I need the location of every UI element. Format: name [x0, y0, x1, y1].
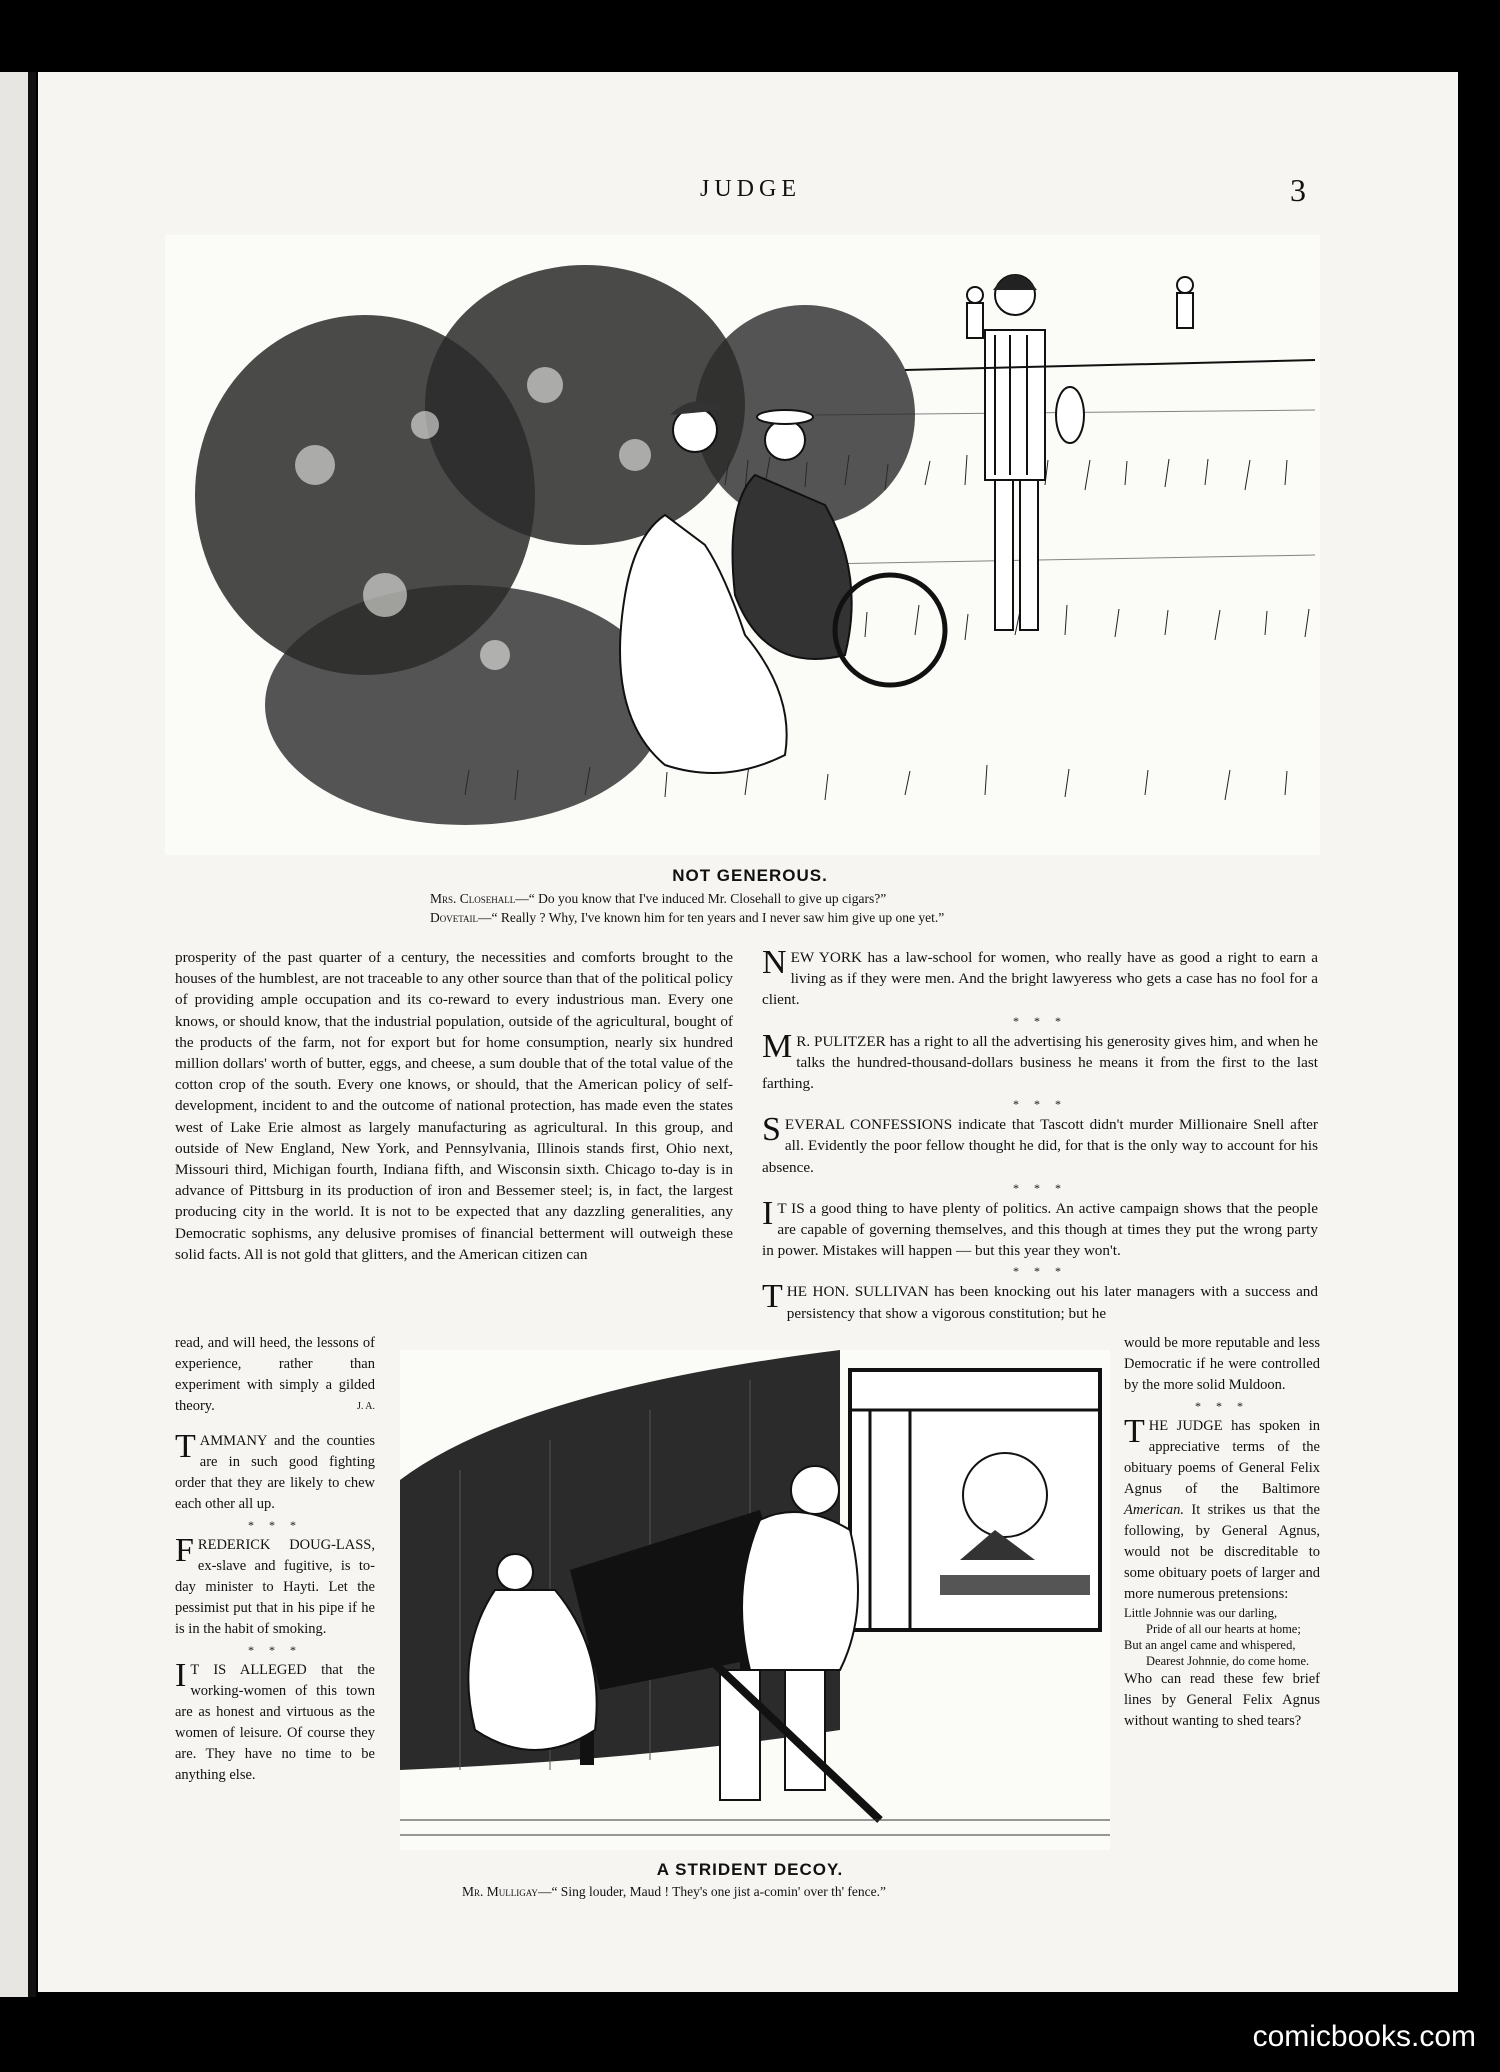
alleged-dropcap: I [175, 1657, 187, 1694]
poem-line: Pride of all our hearts at home; [1146, 1622, 1301, 1636]
caption-bottom-title: A STRIDENT DECOY. [656, 1860, 844, 1879]
caption-top-speaker-1: Mrs. Closehall [430, 891, 516, 906]
sullivan-text: HE HON. SULLIVAN has been knocking out his later managers with a success and persistency that show a vigorous constitution; but he [786, 1283, 1318, 1322]
illustration-top [165, 235, 1320, 855]
separator: * * * [1013, 1264, 1067, 1279]
continuation-text: read, and will heed, the lessons of experience, rather than experiment with simply a gilded theory. [175, 1335, 375, 1414]
tammany-dropcap: T [175, 1428, 196, 1465]
caption-bottom-speaker: Mr. Mulligay [462, 1884, 538, 1899]
douglass-text: REDERICK DOUG-LASS, ex-slave and fugitive, is to-day minister to Hayti. Let the pessimist put that in his pipe if he is in the habit of smoking. [175, 1537, 375, 1637]
separator: * * * [1013, 1180, 1067, 1195]
editorial-paragraph: prosperity of the past quarter of a century, the necessities and comforts brought to the houses of the humblest, are not traceable to any other source than that of the political policy of providing ample occupation and its co-reward to every industrious man. Every one knows, or should know, that the industrial population, outside of the agricultural, bought of the products of the farm, not for export but for home consumption, nearly six hundred million dollars' worth of butter, eggs, and cheese, a sum double that of the total value of the cotton crop of the south. Every one knows, or should, that the American policy of self-development, incident to and the outcome of national protection, has made even the states west of Lake Erie almost as largely manufacturing as agricultural. In this group, and outside of New England, New York, and Pennsylvania, Illinois stands first, Ohio next, Missouri third, Michigan fourth, Indiana fifth, and Wisconsin sixth. Chicago to-day is in advance of Pittsburg in its production of iron and Bessemer steel; is, in fact, the largest producing city in the world. It is not to be expected that any dazzling generalities, any Democratic sophisms, any delusive promises of financial betterment will outweigh these solid facts. All is not gold that glitters, and the American citizen can [175, 949, 733, 1263]
douglass-item [175, 1532, 375, 1640]
pulitzer-text: R. PULITZER has a right to all the advertising his generosity gives him, and when he talks the hundred-thousand-dollars business he means it from the first to the last farthing. [762, 1032, 1318, 1093]
poem-line: Little Johnnie was our darling, [1124, 1606, 1278, 1620]
right-column-main [762, 944, 1318, 1324]
politics-text: T IS a good thing to have plenty of politics. An active campaign shows that the people are capable of governing themselves, and this though at times they put the wrong party in power. Mistakes will happen — but this year they won't. [762, 1199, 1318, 1260]
pulitzer-dropcap: M [762, 1027, 793, 1065]
editorial-continuation [175, 1333, 375, 1417]
confessions-text: EVERAL CONFESSIONS indicate that Tascott didn't murder Millionaire Snell after all. Evidently the poor fellow thought he did, for that is the only way to account for his absence. [762, 1116, 1318, 1176]
page-number: 3 [1290, 172, 1306, 208]
judge-italic: American. [1124, 1502, 1184, 1518]
left-column-main [175, 947, 733, 1265]
newyork-text: EW YORK has a law-school for women, who really have as good a right to earn a living as if they were men. And the bright lawyeress who gets a case has no fool for a client. [762, 949, 1318, 1009]
poem [1124, 1605, 1320, 1669]
illustration-bottom [400, 1350, 1110, 1850]
caption-bottom-text: —“ Sing louder, Maud ! They's one jist a-comin' over th' fence.” [537, 1884, 886, 1899]
politics-dropcap: I [762, 1194, 774, 1232]
binding-shadow [28, 72, 36, 1997]
binding-edge [0, 72, 28, 1997]
caption-top-text-2: —“ Really ? Why, I've known him for ten years and I never saw him give up one yet.” [478, 910, 945, 925]
separator: * * * [1013, 1013, 1067, 1028]
judge-item [1124, 1413, 1320, 1605]
caption-top-line-1 [430, 891, 886, 907]
separator: * * * [248, 1518, 302, 1532]
separator: * * * [248, 1643, 302, 1657]
alleged-text: T IS ALLEGED that the working-women of this town are as honest and virtuous as the women of leisure. Of course they are. They have no time to be anything else. [175, 1662, 375, 1783]
judge-text-b: It strikes us that the following, by General Agnus, would not be discreditable to some obituary poets of larger and more numerous pretensions: [1124, 1502, 1320, 1602]
closing-text: Who can read these few brief lines by General Felix Agnus without wanting to shed tears? [1124, 1671, 1320, 1729]
confessions-item [762, 1111, 1318, 1178]
caption-top-line-2 [430, 910, 944, 926]
poem-line: Dearest Johnnie, do come home. [1146, 1654, 1310, 1668]
alleged-item [175, 1657, 375, 1786]
caption-top-title: NOT GENEROUS. [672, 866, 828, 885]
newyork-dropcap: N [762, 944, 787, 981]
caption-top-text-1: —“ Do you know that I've induced Mr. Closehall to give up cigars?” [515, 891, 887, 906]
page-header-title: JUDGE [700, 176, 801, 202]
separator: * * * [1195, 1399, 1249, 1413]
caption-top-speaker-2: Dovetail [430, 910, 479, 925]
left-column-narrow [175, 1333, 375, 1786]
tammany-item [175, 1428, 375, 1515]
judge-dropcap: T [1124, 1413, 1145, 1450]
watermark: comicbooks.com [1252, 2020, 1476, 2053]
judge-text-a: HE JUDGE has spoken in appreciative terms of the obituary poems of General Felix Agnus of the Baltimore [1124, 1418, 1320, 1497]
sullivan-continuation: would be more reputable and less Democratic if he were controlled by the more solid Muldoon. [1124, 1335, 1320, 1393]
tammany-text: AMMANY and the counties are in such good fighting order that they are likely to chew each other all up. [175, 1433, 375, 1512]
sullivan-item [762, 1278, 1318, 1323]
separator: * * * [1013, 1097, 1067, 1112]
politics-item [762, 1194, 1318, 1262]
douglass-dropcap: F [175, 1532, 194, 1569]
newyork-item [762, 944, 1318, 1011]
confessions-dropcap: S [762, 1111, 781, 1149]
pulitzer-item [762, 1027, 1318, 1095]
poem-line: But an angel came and whispered, [1124, 1638, 1296, 1652]
caption-bottom-line [462, 1884, 886, 1900]
signature: J. A. [356, 1401, 375, 1412]
right-column-narrow [1124, 1333, 1320, 1732]
sullivan-dropcap: T [762, 1278, 783, 1316]
